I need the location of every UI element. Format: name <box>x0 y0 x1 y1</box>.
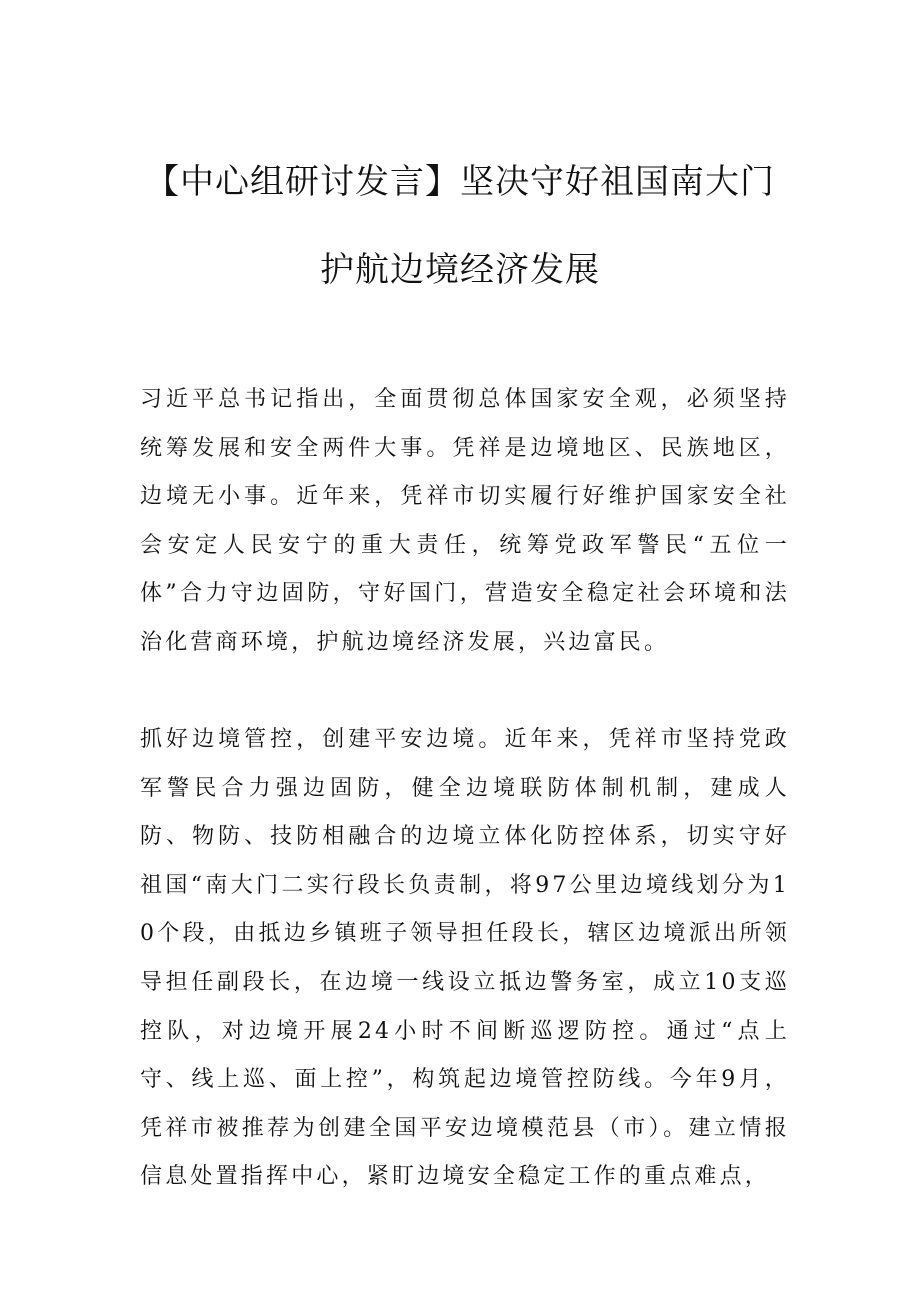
body-paragraph-2: 抓好边境管控，创建平安边境。近年来，凭祥市坚持党政军警民合力强边固防，健全边境联防体制机制，建成人防、物防、技防相融合的边境立体化防控体系，切实守好祖国“南大门二实行段长负责制，将97公里边境线划分为10个段，由抵边乡镇班子领导担任段长，辖区边境派出所领导担任副段长，在边境一线设立抵边警务室，成立10支巡控队，对边境开展24小时不间断巡逻防控。通过“点上守、线上巡、面上控”，构筑起边境管控防线。今年9月，凭祥市被推荐为创建全国平安边境模范县（市）。建立情报信息处置指挥中心，紧盯边境安全稳定工作的重点难点， <box>140 727 790 1190</box>
document-title-line-2: 护航边境经济发展 <box>320 250 600 290</box>
document-title-line-1: 【中心组研讨发言】坚决守好祖国南大门 <box>145 162 775 202</box>
body-paragraph-1: 习近平总书记指出，全面贯彻总体国家安全观，必须坚持统筹发展和安全两件大事。凭祥是边境地区、民族地区，边境无小事。近年来，凭祥市切实履行好维护国家安全社会安定人民安宁的重大责任，统筹党政军警民“五位一体”合力守边固防，守好国门，营造安全稳定社会环境和法治化营商环境，护航边境经济发展，兴边富民。 <box>140 387 790 655</box>
